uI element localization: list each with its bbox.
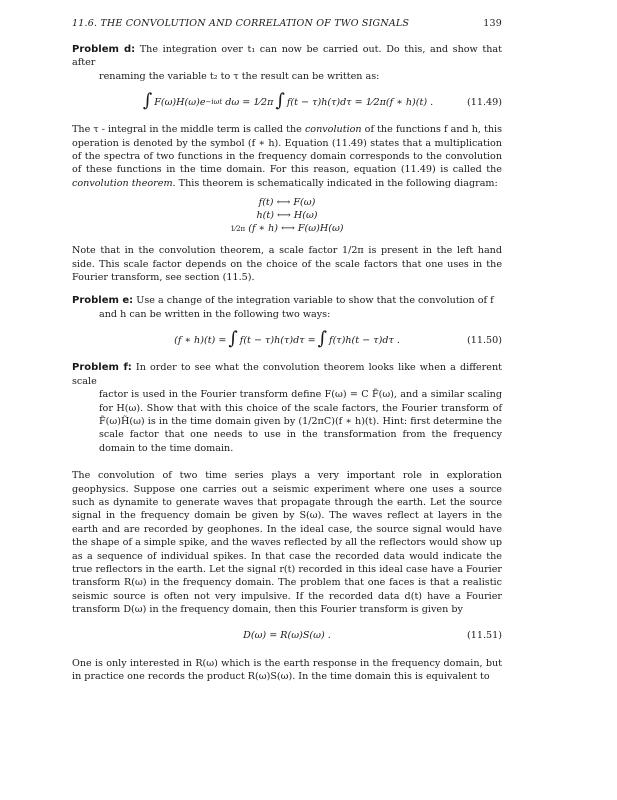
problem-e-text-1: Use a change of the integration variable to show that the convolution of f — [136, 295, 494, 307]
eq-1149-sup-a: −iωt — [205, 98, 223, 107]
eq-1149-part-b: dω = — [225, 96, 251, 108]
eq-1151-body: D(ω) = R(ω)S(ω) . — [243, 630, 331, 642]
problem-f — [72, 361, 502, 455]
problem-f-text-1: In order to see what the convolution theorem looks like when a different scale — [72, 362, 502, 387]
page-number: 139 — [483, 18, 502, 29]
eq-1149-part-d: (f ∗ h)(t) . — [385, 96, 434, 108]
equation-11-49 — [72, 89, 502, 115]
problem-d-text-2: renaming the variable t₂ to τ the result can be written as: — [99, 70, 380, 82]
paragraph-exploration-geophysics: The convolution of two time series plays a very important role in exploration geophysics. Suppose one carries out a seismic experiment where one uses a source such as dynamite to generate waves that propagate through the earth. Let the source signal in the frequency domain be given by S(ω). The waves reflect at layers in the earth and are recorded by geophones. In the ideal case, the source signal would have the shape of a simple spike, and the waves reflected by all the reflectors would show up as a sequence of individual spikes. In that case the recorded data would indicate the true reflectors in the earth. Let the signal r(t) recorded in this ideal case have a Fourier transform R(ω) in the frequency domain. The problem that one faces is that a realistic seismic source is often not very impulsive. If the recorded data d(t) have a Fourier transform D(ω) in the frequency domain, then this Fourier transform is given by — [72, 470, 502, 616]
equation-11-50 — [72, 327, 502, 353]
eq-1149-frac-1: 1⁄2π — [253, 96, 274, 108]
para-1-text-1: The τ - integral in the middle term is called the — [72, 124, 302, 136]
paragraph-earth-response: One is only interested in R(ω) which is the earth response in the frequency domain, but in practice one records the product R(ω)S(ω). In the time domain this is equivalent to — [72, 657, 502, 682]
eq-1149-frac-2: 1⁄2π — [365, 96, 386, 108]
paragraph-convolution-definition — [72, 123, 502, 190]
convolution-diagram — [72, 196, 502, 236]
problem-d — [72, 43, 502, 83]
problem-f-label: Problem f: — [72, 362, 132, 374]
diagram-row-3-body: (f ∗ h) ⟷ F(ω)H(ω) — [248, 223, 344, 235]
page — [72, 18, 502, 683]
problem-d-label: Problem d: — [72, 44, 136, 55]
problem-f-text-2: factor is used in the Fourier transform define F(ω) = C F̃(ω), and a similar scaling for H(ω). Show that with this choice of the scale factors, the Fourier transform of F̃(ω)H̃(ω) is in the time domain given by (1/2πC)(f ∗ h)(t). Hint: first determine the scale factor that one needs to use in the transformation from the frequency domain to the time domain. — [99, 389, 502, 454]
eq-1149-part-a: F(ω)H(ω)e — [154, 96, 206, 108]
eq-1150-part-c: f(τ)h(t − τ)dτ . — [329, 334, 400, 346]
paragraph-scale-factor: Note that in the convolution theorem, a scale factor 1/2π is present in the left hand side. This scale factor depends on the choice of the scale factors that one uses in the Fourier transform, see section (11.5). — [72, 245, 502, 284]
diagram-row-3-prefix: 1⁄2π — [230, 225, 246, 234]
integral-sign: ∫ — [275, 90, 285, 112]
problem-e-label: Problem e: — [72, 295, 134, 307]
problem-e-text-2: and h can be written in the following two ways: — [99, 308, 331, 320]
eq-1149-tag: (11.49) — [467, 96, 502, 108]
eq-1149-part-c: f(t − τ)h(τ)dτ = — [286, 96, 363, 108]
problem-d-text-1: The integration over t₁ can now be carried out. Do this, and show that after — [72, 44, 502, 69]
term-convolution-theorem: convolution theorem. — [72, 177, 176, 189]
diagram-row-1: f(t) ⟷ F(ω) — [258, 197, 316, 209]
diagram-row-3 — [72, 222, 502, 236]
header-title: 11.6. THE CONVOLUTION AND CORRELATION OF TWO SIGNALS — [72, 18, 410, 29]
term-convolution: convolution — [304, 124, 362, 136]
integral-sign: ∫ — [317, 328, 328, 350]
problem-e — [72, 294, 502, 321]
integral-sign: ∫ — [142, 90, 153, 112]
eq-1150-part-a: (f ∗ h)(t) = — [174, 334, 227, 346]
para-1-text-3: This theorem is schematically indicated in the following diagram: — [178, 177, 498, 189]
eq-1151-tag: (11.51) — [467, 630, 502, 642]
integral-sign: ∫ — [228, 328, 238, 350]
eq-1150-part-b: f(t − τ)h(τ)dτ = — [239, 334, 316, 346]
eq-1150-tag: (11.50) — [467, 334, 502, 346]
running-header — [72, 18, 502, 29]
diagram-row-2: h(t) ⟷ H(ω) — [256, 210, 318, 222]
equation-11-51 — [72, 623, 502, 649]
para-1-text-2: of the functions f and h, this operation is denoted by the symbol (f ∗ h). Equation (11.49) states that a multiplication of the spectra of two functions in the frequency domain corresponds to the convolution of these functions in the time domain. For this reason, equation (11.49) is called the — [72, 124, 503, 176]
